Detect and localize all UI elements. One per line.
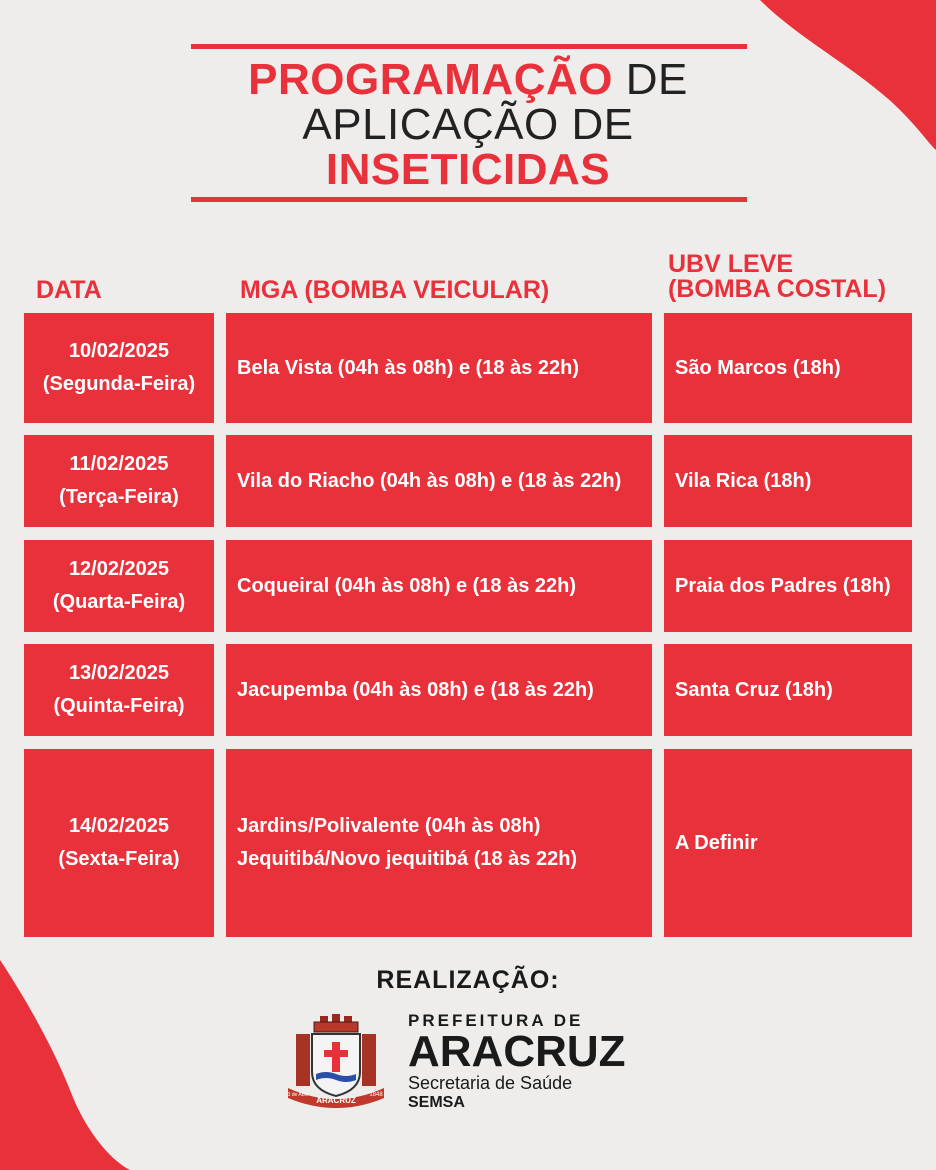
- row-1-ubv-cell: [664, 313, 912, 423]
- title-line-3: INSETICIDAS: [325, 145, 611, 194]
- row-4-date: 13/02/2025: [68, 662, 170, 684]
- title-top-rule: [191, 44, 747, 49]
- row-5-date: 14/02/2025: [68, 815, 170, 837]
- row-1-ubv: São Marcos (18h): [675, 356, 841, 379]
- row-1-date: 10/02/2025: [68, 340, 170, 362]
- row-4-date-cell: [24, 644, 214, 736]
- row-5-ubv: A Definir: [675, 831, 758, 854]
- logo-semsa: SEMSA: [408, 1094, 465, 1111]
- row-2-mga-cell: [226, 435, 652, 527]
- row-1-date-cell: [24, 313, 214, 423]
- row-4-mga-cell: [226, 644, 652, 736]
- row-5-mga-cell: [226, 749, 652, 937]
- row-5-weekday: (Sexta-Feira): [58, 848, 180, 870]
- logo-city: ARACRUZ: [408, 1027, 626, 1076]
- row-5-date-cell: [24, 749, 214, 937]
- title-programacao: PROGRAMAÇÃO: [248, 55, 613, 104]
- row-2-date: 11/02/2025: [69, 453, 169, 475]
- prefeitura-logo: [408, 1011, 626, 1113]
- row-3-date-cell: [24, 540, 214, 632]
- row-3-mga-cell: [226, 540, 652, 632]
- row-3-ubv-cell: [664, 540, 912, 632]
- title-bottom-rule: [191, 197, 747, 202]
- title-line-2: APLICAÇÃO DE: [302, 100, 634, 149]
- row-5-mga-line-2: Jequitibá/Novo jequitibá (18 às 22h): [237, 848, 578, 870]
- header-mga: MGA (BOMBA VEICULAR): [240, 276, 550, 304]
- crest-city-text: ARACRUZ: [316, 1096, 356, 1105]
- crest-year-text: 1848: [369, 1092, 383, 1098]
- title-line-1: [0, 56, 936, 104]
- row-2-ubv: Vila Rica (18h): [675, 469, 812, 492]
- crest-date-text: 3 de Abril: [287, 1092, 309, 1098]
- row-3-ubv: Praia dos Padres (18h): [675, 574, 891, 597]
- row-2-date-cell: [24, 435, 214, 527]
- logo-secretaria: Secretaria de Saúde: [408, 1073, 573, 1093]
- row-2-ubv-cell: [664, 435, 912, 527]
- title-de: DE: [612, 55, 688, 104]
- row-2-weekday: (Terça-Feira): [59, 486, 179, 508]
- row-4-ubv: Santa Cruz (18h): [675, 678, 833, 701]
- row-2-mga: Vila do Riacho (04h às 08h) e (18 às 22h): [237, 469, 622, 492]
- row-3-mga: Coqueiral (04h às 08h) e (18 às 22h): [237, 574, 577, 597]
- realizacao-label: REALIZAÇÃO:: [376, 966, 560, 994]
- row-3-date: 12/02/2025: [68, 558, 170, 580]
- header-ubv-line2: (BOMBA COSTAL): [668, 275, 887, 303]
- aracruz-crest-icon: [280, 1014, 392, 1110]
- header-date: DATA: [36, 276, 102, 304]
- header-ubv-line1: UBV LEVE: [668, 250, 794, 278]
- row-5-ubv-cell: [664, 749, 912, 937]
- row-4-ubv-cell: [664, 644, 912, 736]
- row-1-mga-cell: [226, 313, 652, 423]
- row-5-mga-line-1: Jardins/Polivalente (04h às 08h): [237, 815, 541, 837]
- row-4-mga: Jacupemba (04h às 08h) e (18 às 22h): [237, 678, 594, 701]
- row-4-weekday: (Quinta-Feira): [53, 695, 185, 717]
- row-1-weekday: (Segunda-Feira): [42, 373, 196, 395]
- row-1-mga: Bela Vista (04h às 08h) e (18 às 22h): [237, 356, 580, 379]
- row-3-weekday: (Quarta-Feira): [52, 591, 186, 613]
- logo-prefeitura: PREFEITURA DE: [408, 1011, 584, 1030]
